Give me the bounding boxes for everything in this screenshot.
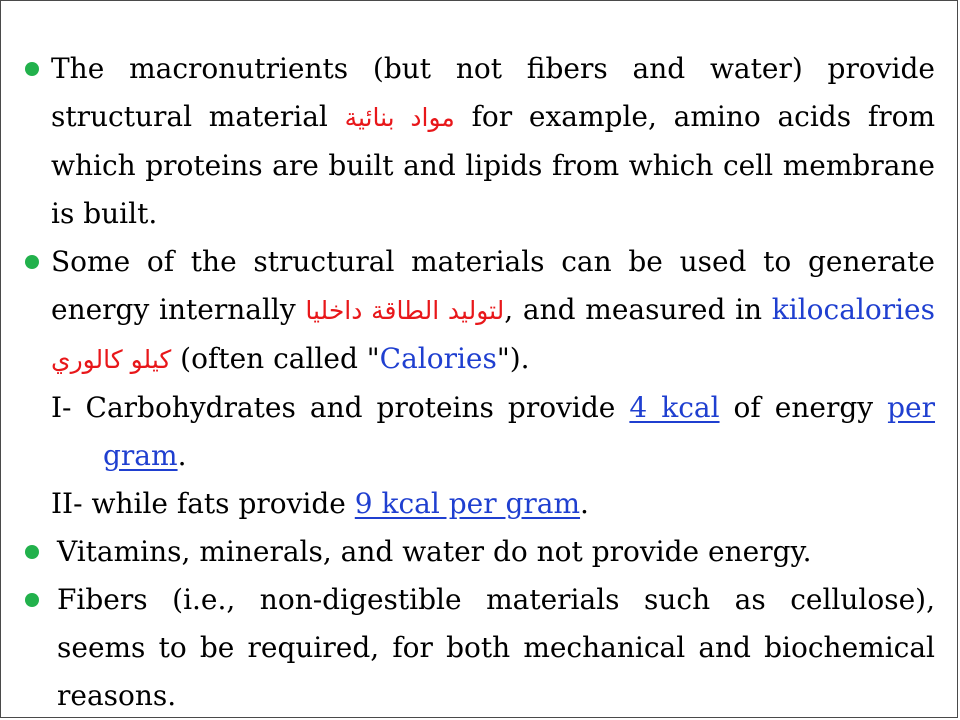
sub-item-fats bbox=[23, 480, 935, 528]
link-9-kcal-per-gram[interactable]: 9 kcal per gram bbox=[354, 487, 581, 520]
p4-text-b: . bbox=[580, 487, 589, 520]
bullet-macronutrients bbox=[23, 45, 935, 238]
p1-arabic-term: مواد بنائية bbox=[344, 103, 455, 132]
p1-text-b: for example, amino acids from which proteins are built and lipids from which cell membrane is built. bbox=[51, 100, 935, 230]
p6-text: Fibers (i.e., non-digestible materials such as cellulose), seems to be required, for both mechanical and biochemical reasons. bbox=[57, 583, 935, 712]
p2-text-b: , and measured in bbox=[504, 293, 772, 326]
p5-text: Vitamins, minerals, and water do not provide energy. bbox=[57, 535, 812, 568]
sub-item-carbs-proteins bbox=[23, 384, 935, 480]
p2-arabic-kilocalorie: كيلو كالوري bbox=[51, 345, 172, 374]
p2-calories-term: Calories bbox=[379, 342, 497, 375]
bullet-dot-icon bbox=[25, 593, 39, 607]
p4-text-a: II- while fats provide bbox=[51, 487, 355, 520]
p2-text-c: (often called " bbox=[171, 342, 380, 375]
p2-text-a: Some of the structural materials can be used to generate energy internally bbox=[51, 245, 935, 326]
p2-kilocalories-term: kilocalories bbox=[771, 293, 935, 326]
link-4-kcal[interactable]: 4 kcal bbox=[629, 391, 720, 424]
p1-text-a: The macronutrients (but not fibers and water) provide structural material bbox=[51, 52, 935, 133]
bullet-fibers bbox=[23, 576, 935, 720]
bullet-vitamins bbox=[23, 528, 935, 576]
p3-text-c: . bbox=[177, 439, 187, 472]
link-per-gram[interactable]: per gram bbox=[103, 391, 936, 472]
bullet-dot-icon bbox=[25, 62, 39, 76]
slide-content bbox=[23, 45, 935, 720]
p2-arabic-energy: لتوليد الطاقة داخليا bbox=[305, 296, 505, 325]
p2-text-d: "). bbox=[496, 342, 530, 375]
bullet-dot-icon bbox=[25, 255, 39, 269]
bullet-structural-energy bbox=[23, 238, 935, 384]
p3-text-b: of energy bbox=[719, 391, 888, 424]
p3-text-a: I- Carbohydrates and proteins provide bbox=[51, 391, 630, 424]
bullet-dot-icon bbox=[25, 545, 39, 559]
